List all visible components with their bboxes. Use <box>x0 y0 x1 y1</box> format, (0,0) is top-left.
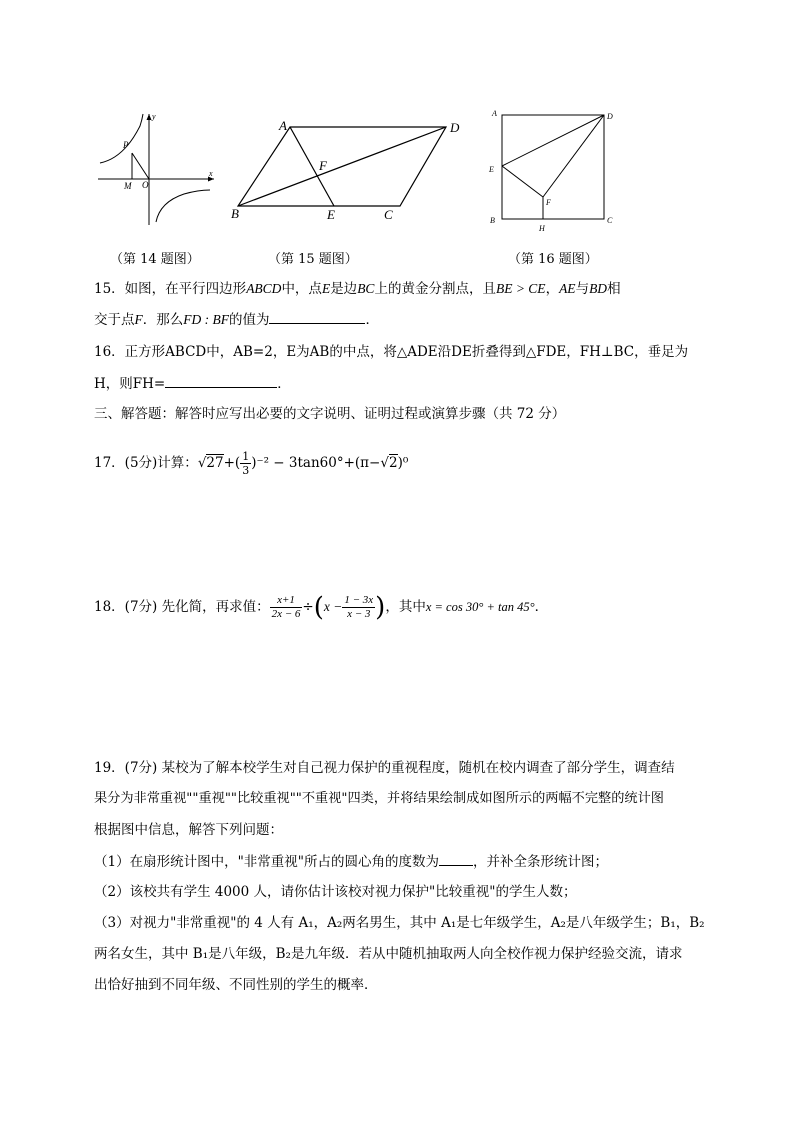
label-y: y <box>152 112 156 121</box>
label-f: F <box>319 158 327 173</box>
label-d: D <box>607 112 613 121</box>
divide-sign: ÷ <box>302 599 314 615</box>
segment-ae <box>290 127 334 206</box>
caption-fig14: （第 14 题图） <box>110 252 200 267</box>
label-b: B <box>490 216 495 225</box>
paren-close: ) <box>375 592 386 623</box>
hyperbola-left-branch <box>100 114 143 163</box>
figure-15 <box>228 112 468 224</box>
question-19-part1 <box>94 851 608 872</box>
text: 17．(5分)计算： <box>94 455 198 471</box>
question-19-part3-line1: （3）对视力"非常重视"的 4 人有 A₁，A₂两名男生，其中 A₁是七年级学生，A₂是八年级学生；B₁，B₂ <box>94 915 705 931</box>
fraction-one-third <box>240 450 251 477</box>
denominator: 3 <box>242 464 250 477</box>
text: )⁰ <box>397 455 409 471</box>
text: ， <box>545 281 560 297</box>
paren-open: ( <box>313 592 324 623</box>
segment-bd <box>238 127 446 206</box>
text: 的值为 <box>228 312 270 328</box>
text: )⁻² − 3tan60°+(π− <box>251 455 381 471</box>
square-abcd <box>502 115 604 219</box>
label-c: C <box>384 207 393 222</box>
sqrt-2-radicand: 2 <box>388 455 398 471</box>
label-a: A <box>492 109 497 118</box>
text: 交于点 <box>94 312 135 328</box>
answer-blank[interactable] <box>439 851 473 866</box>
text: ．那么 <box>142 312 184 328</box>
text: ，其中 <box>385 599 426 615</box>
numerator: 1 <box>242 450 250 463</box>
text: ． <box>534 599 549 615</box>
numerator: x+1 <box>270 594 303 608</box>
label-b: B <box>231 206 239 221</box>
text: H，则FH= <box>94 376 166 392</box>
segment-po <box>132 153 149 179</box>
sqrt-symbol: √ <box>197 455 207 471</box>
text: 上的黄金分割点，且 <box>374 281 496 297</box>
denominator: 2x − 6 <box>271 608 301 620</box>
label-m: M <box>124 181 132 191</box>
question-15-line1 <box>94 279 621 299</box>
label-f: F <box>546 198 551 207</box>
label-o: O <box>142 180 149 190</box>
figure-14 <box>94 108 218 228</box>
math-ratio: FD : BF <box>183 312 229 327</box>
text: ． <box>277 376 291 392</box>
question-18 <box>94 590 548 630</box>
question-17 <box>94 448 408 484</box>
numerator: 1 − 3x <box>344 594 374 606</box>
question-15-line2 <box>94 309 379 330</box>
label-x: x <box>209 169 213 178</box>
denominator: x − 3 <box>347 608 371 620</box>
text: +( <box>223 455 241 471</box>
math-bc: BC <box>357 281 375 296</box>
fraction-2 <box>342 594 375 621</box>
label-d: D <box>450 120 460 135</box>
text: 与 <box>575 281 590 297</box>
text: ，并补全条形统计图； <box>473 854 609 870</box>
math-e: E <box>321 281 331 296</box>
segment-ef <box>502 166 543 197</box>
math-f: F <box>134 312 143 327</box>
label-c: C <box>607 216 613 225</box>
text: 18．(7分) 先化简，再求值： <box>94 599 270 615</box>
question-19-part2: （2）该校共有学生 4000 人，请你估计该校对视力保护"比较重视"的学生人数； <box>94 884 577 900</box>
label-e: E <box>489 165 494 174</box>
label-p: P <box>123 140 129 150</box>
caption-fig15: （第 15 题图） <box>268 252 358 267</box>
math-bd: BD <box>589 281 608 296</box>
caption-fig16: （第 16 题图） <box>508 252 598 267</box>
fraction-1 <box>270 594 303 621</box>
question-19-line3: 根据图中信息，解答下列问题： <box>94 822 283 838</box>
question-16-line2 <box>94 373 291 394</box>
math-x-value: x = cos 30° + tan 45° <box>425 600 535 614</box>
question-19-part3-line2: 两名女生，其中 B₁是八年级，B₂是九年级．若从中随机抽取两人向全校作视力保护经验交流，请求 <box>94 946 683 962</box>
question-19-part3-line3: 出恰好抽到不同年级、不同性别的学生的概率． <box>94 977 378 993</box>
text: 中，点 <box>281 281 322 297</box>
answer-blank[interactable] <box>269 309 365 324</box>
figure-16 <box>484 104 624 234</box>
label-h: H <box>539 224 545 233</box>
sqrt-symbol: √ <box>380 455 389 471</box>
hyperbola-right-branch <box>156 190 210 222</box>
answer-blank[interactable] <box>165 373 277 388</box>
segment-fd <box>543 115 604 197</box>
section-3-heading: 三、解答题：解答时应写出必要的文字说明、证明过程或演算步骤（共 72 分） <box>94 406 566 422</box>
text: 15．如图，在平行四边形 <box>94 281 247 297</box>
y-axis-arrow <box>147 114 152 120</box>
segment-ed <box>502 115 604 166</box>
text: 是边 <box>330 281 358 297</box>
label-e: E <box>327 207 335 222</box>
text: ． <box>365 312 379 328</box>
text: （1）在扇形统计图中，"非常重视"所占的圆心角的度数为 <box>94 854 440 870</box>
math-ae: AE <box>559 281 576 296</box>
question-19-line2: 果分为非常重视""重视""比较重视""不重视"四类，并将结果绘制成如图所示的两幅不完整的统计图 <box>94 791 664 806</box>
label-a: A <box>279 118 287 133</box>
question-16-line1: 16．正方形ABCD中，AB=2，E为AB的中点，将△ADE沿DE折叠得到△FDE，FH⊥BC，垂足为 <box>94 344 689 360</box>
text: 相 <box>607 281 621 297</box>
text: x − <box>323 599 343 614</box>
question-19-line1: 19．(7分) 某校为了解本校学生对自己视力保护的重视程度，随机在校内调查了部分学生，调查结 <box>94 760 675 776</box>
math-condition: BE > CE <box>495 281 546 296</box>
math-abcd: ABCD <box>246 281 282 296</box>
sqrt-27-radicand: 27 <box>206 455 224 471</box>
